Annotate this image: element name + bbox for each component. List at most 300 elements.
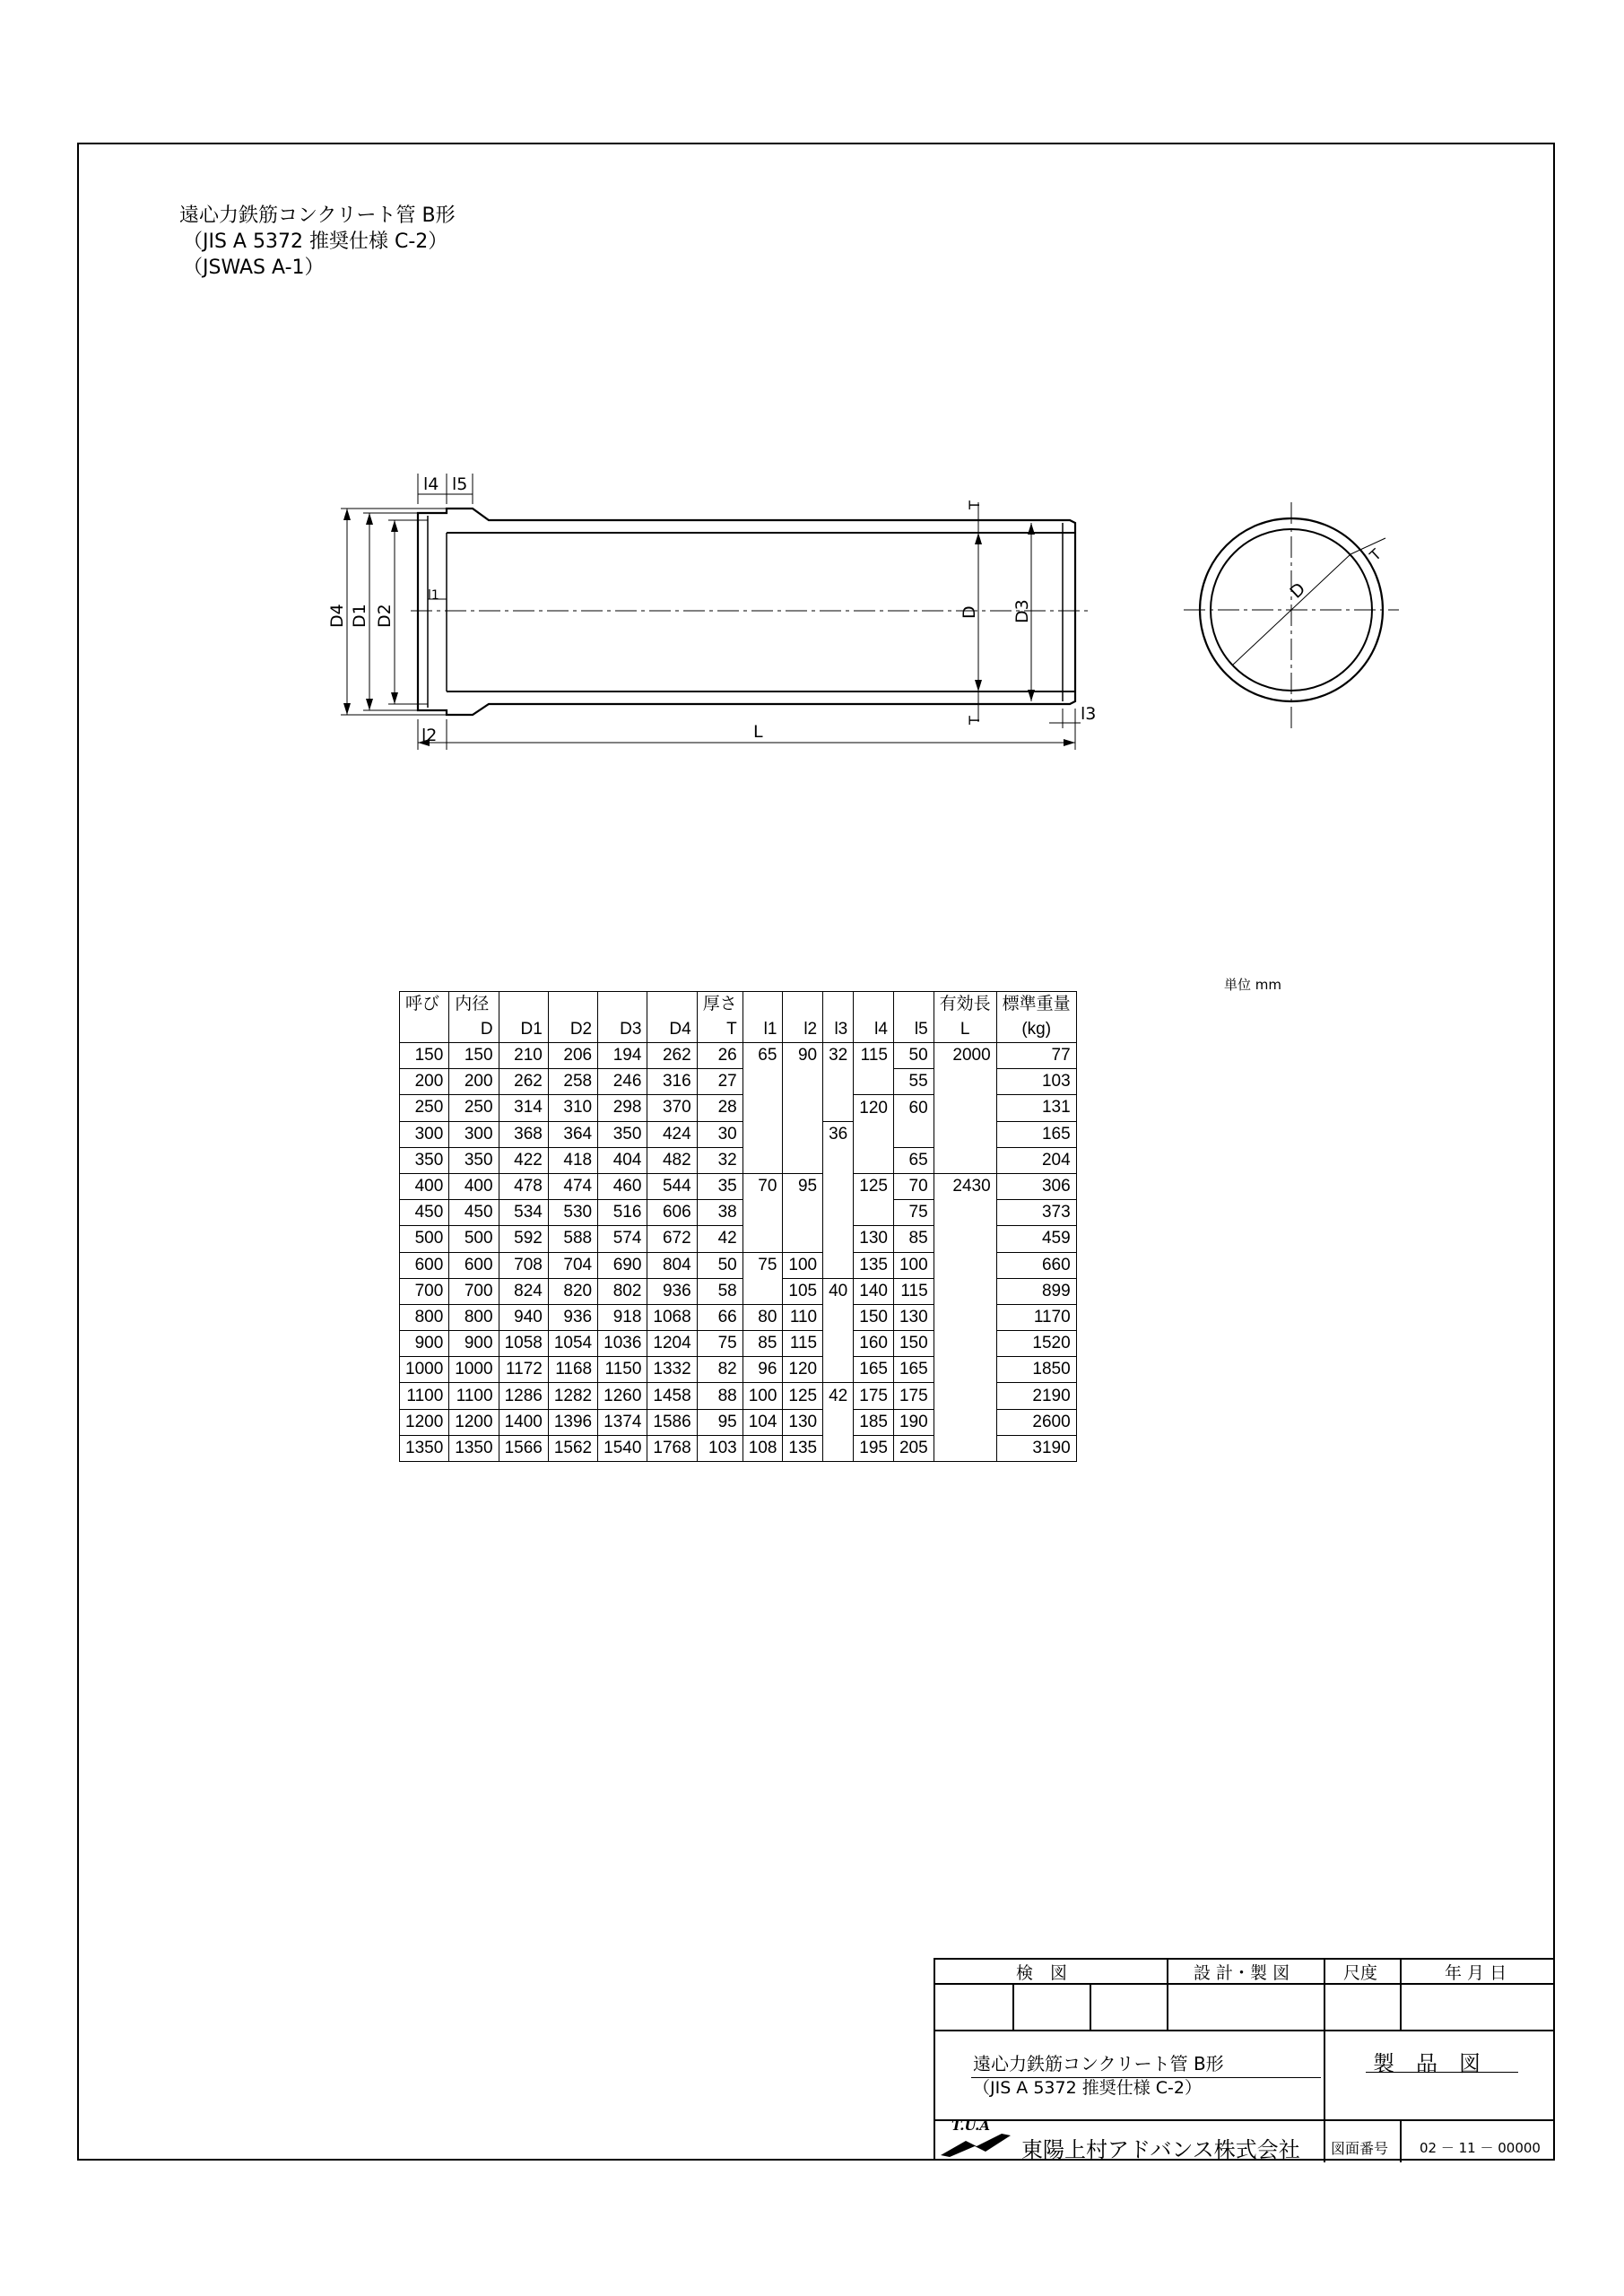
table-cell: 899 — [996, 1278, 1076, 1304]
table-cell: 205 — [893, 1435, 934, 1461]
tb-company-name: 東陽上村アドバンス株式会社 — [1021, 2137, 1300, 2162]
table-cell: 108 — [743, 1435, 783, 1461]
table-cell — [854, 1069, 894, 1095]
table-cell — [823, 1173, 854, 1199]
label-l3: l3 — [1081, 704, 1097, 724]
tb-check-label: 検 図 — [1016, 1963, 1068, 1983]
table-cell: 85 — [743, 1331, 783, 1357]
table-cell: 104 — [743, 1409, 783, 1435]
label-l2: l2 — [421, 726, 438, 745]
table-cell — [823, 1226, 854, 1252]
label-D-circle: D — [1286, 578, 1310, 603]
table-cell: 85 — [893, 1226, 934, 1252]
table-row — [400, 1252, 1077, 1278]
table-cell: 500 — [400, 1226, 449, 1252]
table-cell: 478 — [499, 1173, 548, 1199]
table-cell: 1000 — [449, 1357, 499, 1383]
table-cell — [743, 1147, 783, 1173]
header-cell — [743, 992, 783, 1018]
header-cell: l1 — [743, 1017, 783, 1043]
table-cell: 100 — [783, 1252, 823, 1278]
table-cell: 364 — [548, 1121, 597, 1147]
table-cell: 1520 — [996, 1331, 1076, 1357]
table-row — [400, 1278, 1077, 1304]
table-cell: 125 — [854, 1173, 894, 1199]
table-cell: 1204 — [647, 1331, 697, 1357]
table-cell: 32 — [697, 1147, 743, 1173]
tb-logo: T.U.A — [951, 2118, 991, 2134]
table-cell — [823, 1304, 854, 1330]
table-cell: 30 — [697, 1121, 743, 1147]
table-cell: 474 — [548, 1173, 597, 1199]
table-cell: 150 — [400, 1043, 449, 1069]
table-cell — [823, 1435, 854, 1461]
header-cell — [893, 992, 934, 1018]
table-cell: 424 — [647, 1121, 697, 1147]
table-cell — [743, 1121, 783, 1147]
label-D4: D4 — [327, 604, 347, 628]
label-T-circle: T — [1366, 545, 1385, 564]
header-cell: T — [697, 1017, 743, 1043]
table-cell — [783, 1226, 823, 1252]
table-cell: 115 — [783, 1331, 823, 1357]
table-cell: 130 — [854, 1226, 894, 1252]
table-cell: 96 — [743, 1357, 783, 1383]
table-cell: 2190 — [996, 1383, 1076, 1409]
table-row — [400, 1226, 1077, 1252]
table-cell: 530 — [548, 1200, 597, 1226]
header-cell — [598, 992, 647, 1018]
table-row — [400, 1304, 1077, 1330]
table-cell: 1282 — [548, 1383, 597, 1409]
table-cell: 195 — [854, 1435, 894, 1461]
table-cell: 1068 — [647, 1304, 697, 1330]
table-cell: 100 — [893, 1252, 934, 1278]
tb-design-label: 設 計・製 図 — [1194, 1963, 1290, 1983]
table-cell: 150 — [893, 1331, 934, 1357]
table-cell: 165 — [893, 1357, 934, 1383]
table-cell: 918 — [598, 1304, 647, 1330]
table-cell — [823, 1069, 854, 1095]
table-cell: 65 — [743, 1043, 783, 1069]
table-cell: 58 — [697, 1278, 743, 1304]
header-cell: l3 — [823, 1017, 854, 1043]
table-cell: 940 — [499, 1304, 548, 1330]
table-cell: 482 — [647, 1147, 697, 1173]
table-cell: 77 — [996, 1043, 1076, 1069]
table-cell: 165 — [996, 1121, 1076, 1147]
table-cell: 210 — [499, 1043, 548, 1069]
table-cell: 460 — [598, 1173, 647, 1199]
table-cell: 1396 — [548, 1409, 597, 1435]
table-cell: 824 — [499, 1278, 548, 1304]
table-cell: 350 — [449, 1147, 499, 1173]
header-cell: D1 — [499, 1017, 548, 1043]
table-cell: 802 — [598, 1278, 647, 1304]
table-cell: 672 — [647, 1226, 697, 1252]
table-cell: 1260 — [598, 1383, 647, 1409]
table-cell: 400 — [449, 1173, 499, 1199]
header-cell — [548, 992, 597, 1018]
label-L: L — [753, 722, 763, 742]
table-cell: 28 — [697, 1095, 743, 1121]
header-cell — [783, 992, 823, 1018]
header-cell: D4 — [647, 1017, 697, 1043]
table-row — [400, 1069, 1077, 1095]
table-cell: 600 — [400, 1252, 449, 1278]
table-cell: 316 — [647, 1069, 697, 1095]
table-cell: 418 — [548, 1147, 597, 1173]
header-cell — [647, 992, 697, 1018]
header-cell — [854, 992, 894, 1018]
table-cell: 800 — [400, 1304, 449, 1330]
table-cell — [783, 1200, 823, 1226]
table-cell: 900 — [449, 1331, 499, 1357]
table-cell: 115 — [893, 1278, 934, 1304]
table-cell: 516 — [598, 1200, 647, 1226]
table-cell: 1350 — [400, 1435, 449, 1461]
table-cell — [823, 1409, 854, 1435]
table-cell: 820 — [548, 1278, 597, 1304]
table-cell — [743, 1069, 783, 1095]
table-cell: 350 — [598, 1121, 647, 1147]
table-cell: 1200 — [400, 1409, 449, 1435]
table-cell: 75 — [697, 1331, 743, 1357]
table-cell: 262 — [499, 1069, 548, 1095]
table-cell — [783, 1095, 823, 1121]
table-cell: 40 — [823, 1278, 854, 1304]
table-cell: 1286 — [499, 1383, 548, 1409]
table-cell — [934, 1435, 996, 1461]
unit-label: 単位 mm — [1224, 977, 1281, 993]
header-cell: l5 — [893, 1017, 934, 1043]
table-cell — [783, 1147, 823, 1173]
table-cell: 404 — [598, 1147, 647, 1173]
label-D1: D1 — [350, 604, 369, 628]
label-D3: D3 — [1012, 599, 1032, 623]
table-cell: 704 — [548, 1252, 597, 1278]
table-cell: 936 — [548, 1304, 597, 1330]
table-cell — [823, 1331, 854, 1357]
header-cell — [823, 992, 854, 1018]
header-cell: D — [449, 1017, 499, 1043]
table-cell: 1168 — [548, 1357, 597, 1383]
table-cell: 534 — [499, 1200, 548, 1226]
label-l5: l5 — [452, 474, 468, 494]
table-cell: 95 — [697, 1409, 743, 1435]
table-cell: 1350 — [449, 1435, 499, 1461]
table-cell: 1000 — [400, 1357, 449, 1383]
table-cell: 130 — [783, 1409, 823, 1435]
table-cell: 60 — [893, 1095, 934, 1121]
table-cell: 1036 — [598, 1331, 647, 1357]
table-row — [400, 1043, 1077, 1069]
table-cell — [934, 1147, 996, 1173]
header-cell: l4 — [854, 1017, 894, 1043]
header-cell: (kg) — [996, 1017, 1076, 1043]
table-cell: 600 — [449, 1252, 499, 1278]
label-T-top: T — [966, 500, 983, 509]
label-T-bottom: T — [966, 716, 983, 725]
table-cell: 1562 — [548, 1435, 597, 1461]
table-cell: 422 — [499, 1147, 548, 1173]
table-cell: 2000 — [934, 1043, 996, 1069]
header-cell: 標準重量 — [996, 992, 1076, 1018]
label-l1: l1 — [428, 588, 439, 603]
table-cell: 66 — [697, 1304, 743, 1330]
table-cell: 250 — [400, 1095, 449, 1121]
table-cell — [743, 1226, 783, 1252]
table-cell: 370 — [647, 1095, 697, 1121]
table-row — [400, 1200, 1077, 1226]
table-cell — [934, 1278, 996, 1304]
table-cell: 588 — [548, 1226, 597, 1252]
table-cell: 110 — [783, 1304, 823, 1330]
table-cell: 115 — [854, 1043, 894, 1069]
table-cell — [934, 1121, 996, 1147]
table-row — [400, 1095, 1077, 1121]
table-cell: 368 — [499, 1121, 548, 1147]
table-cell: 1586 — [647, 1409, 697, 1435]
table-cell — [743, 1200, 783, 1226]
table-cell — [934, 1095, 996, 1121]
table-cell — [934, 1383, 996, 1409]
table-cell: 314 — [499, 1095, 548, 1121]
table-cell — [934, 1069, 996, 1095]
table-cell: 298 — [598, 1095, 647, 1121]
table-cell: 194 — [598, 1043, 647, 1069]
header-cell: l2 — [783, 1017, 823, 1043]
table-cell: 250 — [449, 1095, 499, 1121]
table-cell: 400 — [400, 1173, 449, 1199]
table-cell: 1200 — [449, 1409, 499, 1435]
table-cell — [823, 1095, 854, 1121]
table-cell: 1768 — [647, 1435, 697, 1461]
table-cell: 258 — [548, 1069, 597, 1095]
table-cell: 55 — [893, 1069, 934, 1095]
tb-drawing-type: 製 品 図 — [1373, 2051, 1481, 2076]
table-cell: 660 — [996, 1252, 1076, 1278]
table-cell: 606 — [647, 1200, 697, 1226]
table-cell: 90 — [783, 1043, 823, 1069]
table-cell — [823, 1147, 854, 1173]
table-cell: 2600 — [996, 1409, 1076, 1435]
table-cell — [854, 1147, 894, 1173]
table-cell: 544 — [647, 1173, 697, 1199]
table-cell — [823, 1252, 854, 1278]
table-cell: 120 — [783, 1357, 823, 1383]
table-cell: 1540 — [598, 1435, 647, 1461]
table-cell: 804 — [647, 1252, 697, 1278]
table-cell: 88 — [697, 1383, 743, 1409]
table-cell — [854, 1200, 894, 1226]
table-cell: 246 — [598, 1069, 647, 1095]
table-cell: 1332 — [647, 1357, 697, 1383]
table-cell: 150 — [854, 1304, 894, 1330]
header-cell: 有効長 — [934, 992, 996, 1018]
table-cell: 1054 — [548, 1331, 597, 1357]
table-row — [400, 1383, 1077, 1409]
table-cell: 35 — [697, 1173, 743, 1199]
table-row — [400, 1331, 1077, 1357]
table-cell: 1172 — [499, 1357, 548, 1383]
table-cell: 150 — [449, 1043, 499, 1069]
table-cell — [934, 1304, 996, 1330]
table-cell: 185 — [854, 1409, 894, 1435]
table-row — [400, 1357, 1077, 1383]
table-cell: 32 — [823, 1043, 854, 1069]
table-cell: 70 — [743, 1173, 783, 1199]
heading-title: 遠心力鉄筋コンクリート管 B形 — [179, 204, 456, 227]
table-cell: 100 — [743, 1383, 783, 1409]
table-cell: 27 — [697, 1069, 743, 1095]
table-cell: 2430 — [934, 1173, 996, 1199]
table-cell — [783, 1121, 823, 1147]
table-row — [400, 1173, 1077, 1199]
table-cell: 450 — [400, 1200, 449, 1226]
tb-product-name: 遠心力鉄筋コンクリート管 B形 — [973, 2053, 1224, 2074]
table-cell — [934, 1331, 996, 1357]
table-cell — [823, 1200, 854, 1226]
table-cell: 300 — [449, 1121, 499, 1147]
table-cell: 200 — [400, 1069, 449, 1095]
table-cell: 1058 — [499, 1331, 548, 1357]
table-cell: 200 — [449, 1069, 499, 1095]
tb-number-label: 図面番号 — [1331, 2140, 1389, 2157]
table-cell: 175 — [854, 1383, 894, 1409]
table-cell: 1170 — [996, 1304, 1076, 1330]
table-cell: 140 — [854, 1278, 894, 1304]
table-cell: 190 — [893, 1409, 934, 1435]
table-cell — [893, 1121, 934, 1147]
table-cell: 131 — [996, 1095, 1076, 1121]
table-cell: 1458 — [647, 1383, 697, 1409]
table-cell: 700 — [449, 1278, 499, 1304]
table-cell — [934, 1409, 996, 1435]
heading-jswas: （JSWAS A-1） — [183, 257, 325, 279]
header-cell: 呼び — [400, 992, 449, 1018]
table-cell: 103 — [996, 1069, 1076, 1095]
table-cell — [934, 1357, 996, 1383]
table-cell: 1400 — [499, 1409, 548, 1435]
table-cell: 800 — [449, 1304, 499, 1330]
table-cell: 936 — [647, 1278, 697, 1304]
table-cell — [934, 1226, 996, 1252]
table-cell: 300 — [400, 1121, 449, 1147]
table-cell: 42 — [697, 1226, 743, 1252]
table-cell — [783, 1069, 823, 1095]
table-cell: 175 — [893, 1383, 934, 1409]
table-cell: 262 — [647, 1043, 697, 1069]
table-cell: 42 — [823, 1383, 854, 1409]
header-cell: D2 — [548, 1017, 597, 1043]
tb-date-label: 年 月 日 — [1445, 1963, 1507, 1983]
table-cell: 1850 — [996, 1357, 1076, 1383]
table-cell: 120 — [854, 1095, 894, 1121]
table-cell: 204 — [996, 1147, 1076, 1173]
table-cell: 80 — [743, 1304, 783, 1330]
table-cell: 1100 — [449, 1383, 499, 1409]
label-D2: D2 — [375, 604, 395, 628]
header-cell — [400, 1017, 449, 1043]
table-cell: 206 — [548, 1043, 597, 1069]
table-cell: 459 — [996, 1226, 1076, 1252]
table-cell — [743, 1095, 783, 1121]
heading-jis: （JIS A 5372 推奨仕様 C-2） — [183, 230, 448, 253]
table-cell: 160 — [854, 1331, 894, 1357]
table-cell — [934, 1200, 996, 1226]
table-cell — [854, 1121, 894, 1147]
table-cell: 135 — [783, 1435, 823, 1461]
header-cell: 厚さ — [697, 992, 743, 1018]
table-cell: 65 — [893, 1147, 934, 1173]
table-row — [400, 1121, 1077, 1147]
table-cell: 690 — [598, 1252, 647, 1278]
spec-table — [399, 991, 1077, 1462]
table-cell — [823, 1357, 854, 1383]
table-cell: 592 — [499, 1226, 548, 1252]
tb-scale-label: 尺度 — [1343, 1963, 1378, 1983]
table-cell: 500 — [449, 1226, 499, 1252]
table-row — [400, 1409, 1077, 1435]
title-block — [934, 1958, 1555, 2161]
table-cell: 373 — [996, 1200, 1076, 1226]
table-cell: 900 — [400, 1331, 449, 1357]
table-cell: 130 — [893, 1304, 934, 1330]
table-cell: 350 — [400, 1147, 449, 1173]
label-l4: l4 — [423, 474, 439, 494]
company-logo-icon — [939, 2132, 1014, 2159]
table-cell: 708 — [499, 1252, 548, 1278]
table-cell: 103 — [697, 1435, 743, 1461]
table-cell: 70 — [893, 1173, 934, 1199]
table-cell: 3190 — [996, 1435, 1076, 1461]
table-cell: 1100 — [400, 1383, 449, 1409]
table-cell: 310 — [548, 1095, 597, 1121]
header-cell — [499, 992, 548, 1018]
table-cell — [743, 1278, 783, 1304]
table-cell: 1150 — [598, 1357, 647, 1383]
table-cell: 50 — [893, 1043, 934, 1069]
table-cell: 1566 — [499, 1435, 548, 1461]
table-cell: 75 — [893, 1200, 934, 1226]
table-cell: 306 — [996, 1173, 1076, 1199]
header-cell: 内径 — [449, 992, 499, 1018]
table-row — [400, 1435, 1077, 1461]
table-cell: 165 — [854, 1357, 894, 1383]
header-cell: D3 — [598, 1017, 647, 1043]
table-cell: 135 — [854, 1252, 894, 1278]
table-cell: 105 — [783, 1278, 823, 1304]
table-cell: 75 — [743, 1252, 783, 1278]
table-cell: 38 — [697, 1200, 743, 1226]
table-cell: 1374 — [598, 1409, 647, 1435]
table-cell: 125 — [783, 1383, 823, 1409]
tb-product-standard: （JIS A 5372 推奨仕様 C-2） — [973, 2078, 1202, 2098]
header-cell: L — [934, 1017, 996, 1043]
table-row — [400, 1147, 1077, 1173]
table-cell — [934, 1252, 996, 1278]
table-cell: 700 — [400, 1278, 449, 1304]
table-cell: 82 — [697, 1357, 743, 1383]
table-cell: 36 — [823, 1121, 854, 1147]
table-cell: 26 — [697, 1043, 743, 1069]
table-cell: 574 — [598, 1226, 647, 1252]
tb-drawing-number: 02 － 11 － 00000 — [1420, 2140, 1541, 2156]
table-cell: 95 — [783, 1173, 823, 1199]
table-cell: 50 — [697, 1252, 743, 1278]
label-D: D — [960, 605, 979, 619]
